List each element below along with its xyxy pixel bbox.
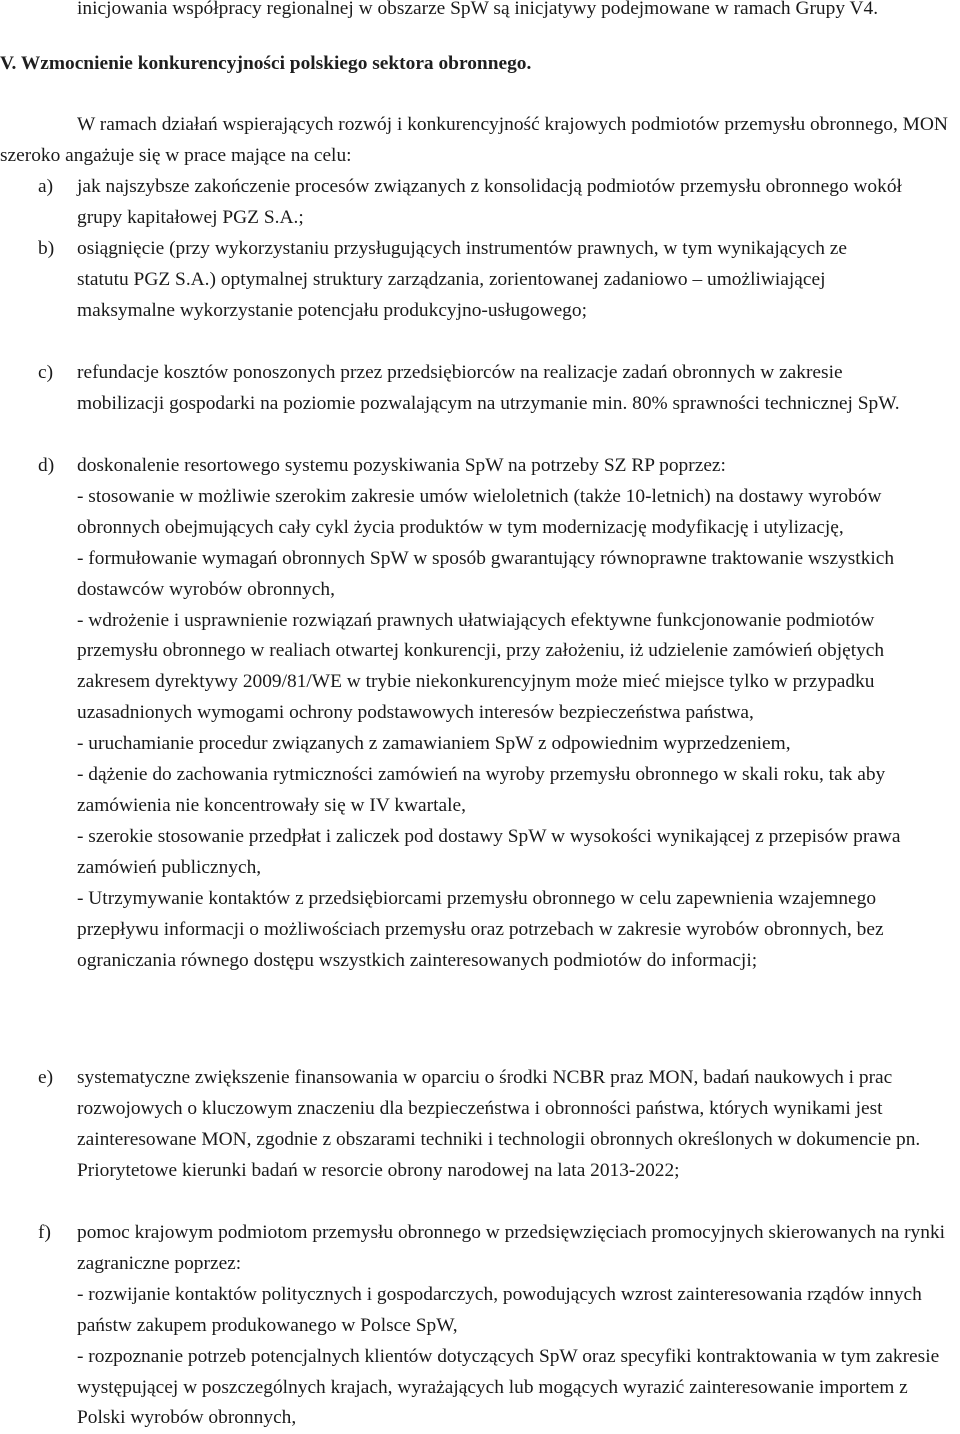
list-item-b <box>0 234 960 327</box>
list-item-text: osiągnięcie (przy wykorzystaniu przysługujących instrumentów prawnych, w tym wynikających ze statutu PGZ S.A.) optymalnej struktury zarządzania, zorientowanej zadaniowo – umożliwiającej maksymalne wykorzystanie potencjału produkcyjno-usługowego; <box>77 238 848 321</box>
section-heading-block <box>0 49 960 80</box>
list-item-e <box>0 1063 960 1187</box>
sub-item: - Utrzymywanie kontaktów z przedsiębiorcami przemysłu obronnego w celu zapewnienia wzajemnego przepływu informacji o możliwościach przemysłu oraz potrzebach w zakresie wyrobów obronnych, bez ograniczania równego dostępu wszystkich zainteresowanych podmiotów do informacji; <box>77 887 884 971</box>
intro-paragraph <box>0 0 960 25</box>
list-item-c <box>0 358 960 420</box>
sub-item: - rozpoznanie potrzeb potencjalnych klientów dotyczących SpW oraz specyfiki kontraktowania w tym zakresie występującej w poszczególnych krajach, wyrażających lub mogących wyrazić zainteresowanie importem z Polski wyrobów obronnych, <box>77 1345 940 1429</box>
list-item-d <box>0 451 960 976</box>
list-item-text: jak najszybsze zakończenie procesów związanych z konsolidacją podmiotów przemysłu obronnego wokół grupy kapitałowej PGZ S.A.; <box>77 176 902 228</box>
sub-item: - dążenie do zachowania rytmiczności zamówień na wyroby przemysłu obronnego w skali roku, tak aby zamówienia nie koncentrowały się w IV kwartale, <box>77 764 886 816</box>
list-item-text: refundacje kosztów ponoszonych przez przedsiębiorców na realizacje zadań obronnych w zakresie mobilizacji gospodarki na poziomie pozwalającym na utrzymanie min. 80% sprawności technicznej SpW. <box>77 362 900 414</box>
list-letter: f) <box>38 1222 51 1243</box>
sub-item: - formułowanie wymagań obronnych SpW w sposób gwarantujący równoprawne traktowanie wszystkich dostawców wyrobów obronnych, <box>77 547 895 600</box>
intro-text: inicjowania współpracy regionalnej w obszarze SpW są inicjatywy podejmowane w ramach Grupy V4. <box>77 0 879 19</box>
list-item-f <box>0 1218 960 1434</box>
list-letter: a) <box>38 176 54 197</box>
section-lead: W ramach działań wspierających rozwój i konkurencyjność krajowych podmiotów przemysłu obronnego, MON szeroko angażuje się w prace mające na celu: <box>0 114 948 166</box>
list-item-a <box>0 172 960 234</box>
list-item-text: doskonalenie resortowego systemu pozyskiwania SpW na potrzeby SZ RP poprzez: <box>77 455 726 476</box>
list-item-text: pomoc krajowym podmiotom przemysłu obronnego w przedsięwzięciach promocyjnych skierowanych na rynki zagraniczne poprzez: <box>77 1222 946 1274</box>
list-letter: c) <box>38 362 54 383</box>
sub-item: - szerokie stosowanie przedpłat i zaliczek pod dostawy SpW w wysokości wynikającej z przepisów prawa zamówień publicznych, <box>77 825 901 878</box>
sub-item: - uruchamianie procedur związanych z zamawianiem SpW z odpowiednim wyprzedzeniem, <box>77 733 791 755</box>
section-heading: V. Wzmocnienie konkurencyjności polskiego sektora obronnego. <box>0 53 532 74</box>
sub-item: - rozwijanie kontaktów politycznych i gospodarczych, powodujących wzrost zainteresowania rządów innych państw zakupem produkowanego w Polsce SpW, <box>77 1283 922 1336</box>
list-letter: b) <box>38 238 55 259</box>
list-item-text: systematyczne zwiększenie finansowania w oparciu o środki NCBR praz MON, badań naukowych i prac rozwojowych o kluczowym znaczeniu dla bezpieczeństwa i obronności państwa, których wynikami jest zainteresowane MON, zgodnie z obszarami techniki i technologii obronnych określonych w dokumencie pn. Priorytetowe kierunki badań w resorcie obrony narodowej na lata 2013-2022; <box>77 1067 921 1181</box>
sub-item: - stosowanie w możliwie szerokim zakresie umów wieloletnich (także 10-letnich) na dostawy wyrobów obronnych obejmujących cały cykl życia produktów w tym modernizację modyfikację i utylizację, <box>77 485 882 538</box>
list-letter: e) <box>38 1067 54 1088</box>
section-lead-block <box>0 110 960 172</box>
list-letter: d) <box>38 455 55 476</box>
sub-item: - wdrożenie i usprawnienie rozwiązań prawnych ułatwiających efektywne funkcjonowanie podmiotów przemysłu obronnego w realiach otwartej konkurencji, przy założeniu, iż udzielenie zamówień objętych zakresem dyrektywy 2009/81/WE w trybie niekonkurencyjnym może mieć miejsce tylko w przypadku uzasadnionych wymogami ochrony podstawowych interesów bezpieczeństwa państwa, <box>77 609 885 724</box>
